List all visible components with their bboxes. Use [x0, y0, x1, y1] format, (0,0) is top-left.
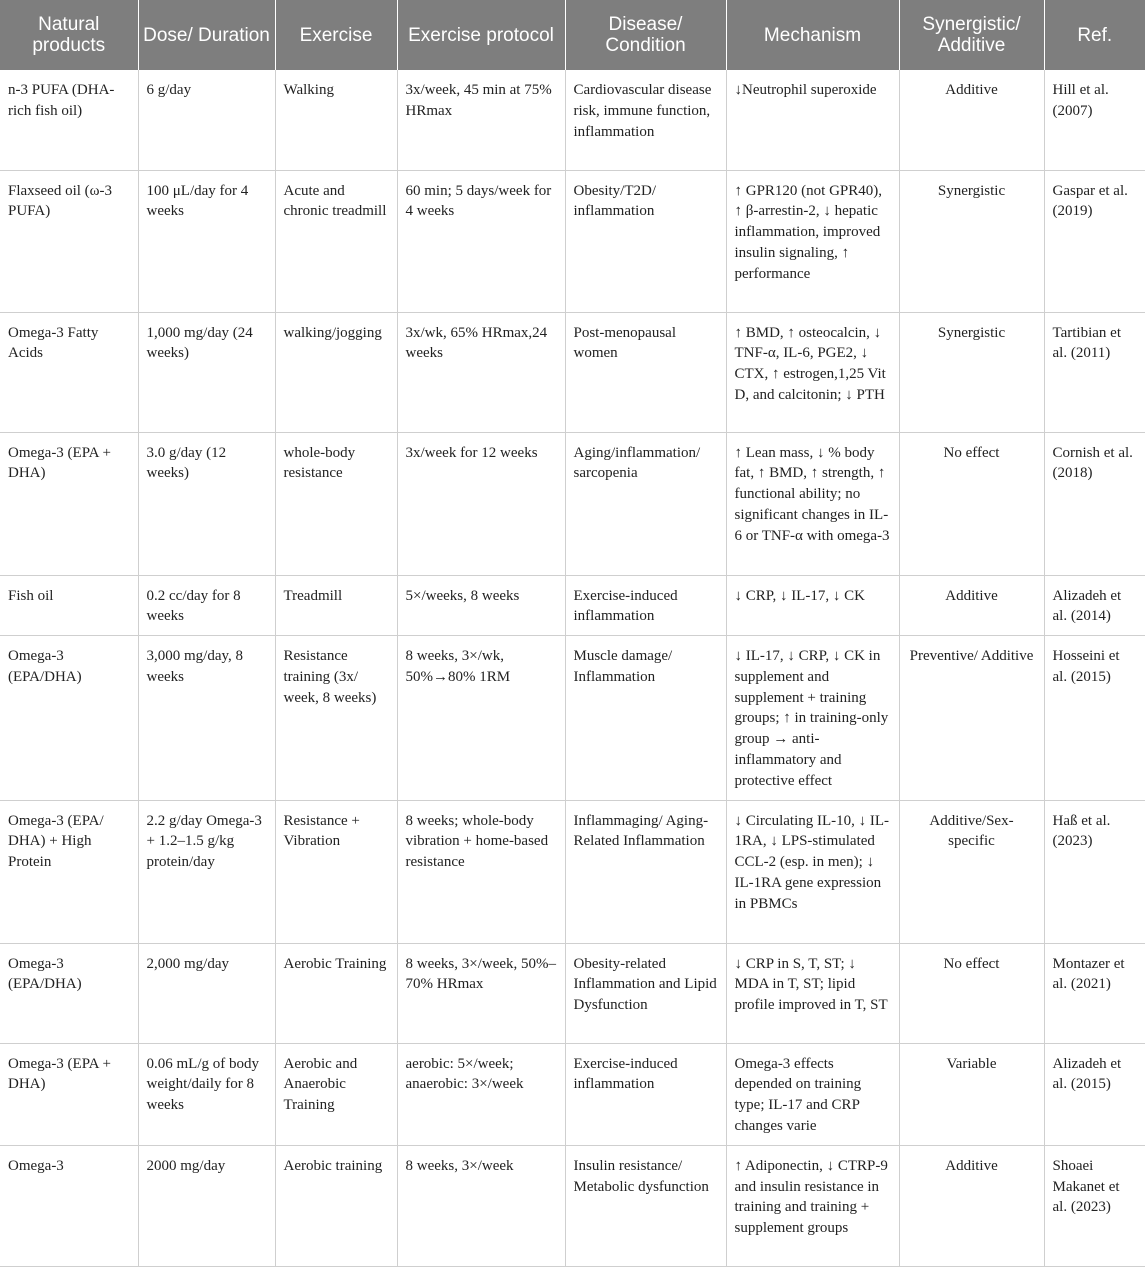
- cell-natural-product: Omega-3 Fatty Acids: [0, 312, 138, 432]
- cell-protocol: 5×/weeks, 8 weeks: [397, 575, 565, 636]
- cell-ref: Cornish et al. (2018): [1044, 432, 1145, 575]
- table-row: [0, 1145, 1145, 1266]
- header-exercise: Exercise: [275, 0, 397, 70]
- cell-dose: 2,000 mg/day: [138, 943, 275, 1043]
- cell-ref: Montazer et al. (2021): [1044, 943, 1145, 1043]
- cell-protocol: 8 weeks, 3×/week, 50%–70% HRmax: [397, 943, 565, 1043]
- cell-effect: Preventive/ Additive: [899, 636, 1044, 801]
- header-synergistic-additive: Synergistic/ Additive: [899, 0, 1044, 70]
- cell-dose: 0.2 cc/day for 8 weeks: [138, 575, 275, 636]
- cell-dose: 0.06 mL/g of body weight/daily for 8 weeks: [138, 1043, 275, 1145]
- cell-effect: Additive/Sex-specific: [899, 800, 1044, 943]
- table-row: [0, 636, 1145, 801]
- cell-natural-product: Fish oil: [0, 575, 138, 636]
- cell-effect: Variable: [899, 1043, 1044, 1145]
- cell-protocol: 8 weeks, 3×/week: [397, 1145, 565, 1266]
- cell-condition: Exercise-induced inflammation: [565, 1043, 726, 1145]
- cell-exercise: Walking: [275, 70, 397, 170]
- cell-protocol: aerobic: 5×/week; anaerobic: 3×/week: [397, 1043, 565, 1145]
- cell-condition: Insulin resistance/ Metabolic dysfunction: [565, 1145, 726, 1266]
- cell-protocol: 60 min; 5 days/week for 4 weeks: [397, 170, 565, 312]
- header-row: [0, 0, 1145, 70]
- cell-ref: Alizadeh et al. (2015): [1044, 1043, 1145, 1145]
- cell-natural-product: Omega-3 (EPA/DHA): [0, 636, 138, 801]
- header-ref: Ref.: [1044, 0, 1145, 70]
- cell-exercise: Aerobic training: [275, 1145, 397, 1266]
- cell-effect: Additive: [899, 70, 1044, 170]
- cell-dose: 1,000 mg/day (24 weeks): [138, 312, 275, 432]
- cell-condition: Obesity/T2D/ inflammation: [565, 170, 726, 312]
- cell-mechanism: ↓ Circulating IL-10, ↓ IL-1RA, ↓ LPS-stimulated CCL-2 (esp. in men); ↓ IL-1RA gene expression in PBMCs: [726, 800, 899, 943]
- cell-natural-product: n-3 PUFA (DHA-rich fish oil): [0, 70, 138, 170]
- cell-natural-product: Omega-3 (EPA/ DHA) + High Protein: [0, 800, 138, 943]
- cell-ref: Tartibian et al. (2011): [1044, 312, 1145, 432]
- cell-mechanism: ↓ IL-17, ↓ CRP, ↓ CK in supplement and supplement + training groups; ↑ in training-only group → anti-inflammatory and protective effect: [726, 636, 899, 801]
- table-body: [0, 70, 1145, 1266]
- cell-protocol: 8 weeks, 3×/wk, 50%→80% 1RM: [397, 636, 565, 801]
- cell-mechanism: ↓Neutrophil superoxide: [726, 70, 899, 170]
- cell-dose: 2000 mg/day: [138, 1145, 275, 1266]
- cell-condition: Obesity-related Inflammation and Lipid Dysfunction: [565, 943, 726, 1043]
- header-exercise-protocol: Exercise protocol: [397, 0, 565, 70]
- table-row: [0, 1043, 1145, 1145]
- cell-dose: 3,000 mg/day, 8 weeks: [138, 636, 275, 801]
- header-natural-products: Natural products: [0, 0, 138, 70]
- cell-mechanism: ↓ CRP, ↓ IL-17, ↓ CK: [726, 575, 899, 636]
- cell-ref: Hill et al. (2007): [1044, 70, 1145, 170]
- cell-ref: Gaspar et al. (2019): [1044, 170, 1145, 312]
- cell-natural-product: Omega-3: [0, 1145, 138, 1266]
- table-row: [0, 170, 1145, 312]
- cell-exercise: Resistance training (3x/ week, 8 weeks): [275, 636, 397, 801]
- cell-exercise: Acute and chronic treadmill: [275, 170, 397, 312]
- cell-condition: Cardiovascular disease risk, immune function, inflammation: [565, 70, 726, 170]
- cell-mechanism: ↓ CRP in S, T, ST; ↓ MDA in T, ST; lipid profile improved in T, ST: [726, 943, 899, 1043]
- header-mechanism: Mechanism: [726, 0, 899, 70]
- cell-protocol: 3x/wk, 65% HRmax,24 weeks: [397, 312, 565, 432]
- table-row: [0, 70, 1145, 170]
- cell-condition: Inflammaging/ Aging-Related Inflammation: [565, 800, 726, 943]
- cell-effect: Synergistic: [899, 170, 1044, 312]
- cell-dose: 2.2 g/day Omega-3 + 1.2–1.5 g/kg protein/day: [138, 800, 275, 943]
- table-row: [0, 800, 1145, 943]
- cell-effect: Additive: [899, 1145, 1044, 1266]
- header-dose-duration: Dose/ Duration: [138, 0, 275, 70]
- cell-ref: Haß et al. (2023): [1044, 800, 1145, 943]
- cell-exercise: Aerobic Training: [275, 943, 397, 1043]
- header-disease-condition: Disease/ Condition: [565, 0, 726, 70]
- table-row: [0, 432, 1145, 575]
- cell-ref: Hosseini et al. (2015): [1044, 636, 1145, 801]
- cell-condition: Post-menopausal women: [565, 312, 726, 432]
- cell-exercise: Treadmill: [275, 575, 397, 636]
- cell-exercise: whole-body resistance: [275, 432, 397, 575]
- cell-dose: 100 μL/day for 4 weeks: [138, 170, 275, 312]
- cell-mechanism: ↑ Lean mass, ↓ % body fat, ↑ BMD, ↑ strength, ↑ functional ability; no significant changes in IL-6 or TNF-α with omega-3: [726, 432, 899, 575]
- cell-ref: Shoaei Makanet et al. (2023): [1044, 1145, 1145, 1266]
- cell-condition: Muscle damage/ Inflammation: [565, 636, 726, 801]
- cell-dose: 3.0 g/day (12 weeks): [138, 432, 275, 575]
- cell-natural-product: Omega-3 (EPA + DHA): [0, 432, 138, 575]
- cell-natural-product: Omega-3 (EPA/DHA): [0, 943, 138, 1043]
- cell-exercise: Aerobic and Anaerobic Training: [275, 1043, 397, 1145]
- table-row: [0, 943, 1145, 1043]
- cell-effect: No effect: [899, 943, 1044, 1043]
- cell-protocol: 3x/week for 12 weeks: [397, 432, 565, 575]
- cell-effect: Synergistic: [899, 312, 1044, 432]
- cell-condition: Aging/inflammation/ sarcopenia: [565, 432, 726, 575]
- cell-mechanism: Omega-3 effects depended on training type; IL-17 and CRP changes varie: [726, 1043, 899, 1145]
- cell-natural-product: Omega-3 (EPA + DHA): [0, 1043, 138, 1145]
- table-row: [0, 575, 1145, 636]
- cell-exercise: Resistance + Vibration: [275, 800, 397, 943]
- cell-effect: Additive: [899, 575, 1044, 636]
- cell-effect: No effect: [899, 432, 1044, 575]
- cell-protocol: 8 weeks; whole-body vibration + home-based resistance: [397, 800, 565, 943]
- cell-mechanism: ↑ BMD, ↑ osteocalcin, ↓ TNF-α, IL-6, PGE2, ↓ CTX, ↑ estrogen,1,25 Vit D, and calcitonin; ↓ PTH: [726, 312, 899, 432]
- cell-dose: 6 g/day: [138, 70, 275, 170]
- table-row: [0, 312, 1145, 432]
- table-header: [0, 0, 1145, 70]
- cell-condition: Exercise-induced inflammation: [565, 575, 726, 636]
- cell-natural-product: Flaxseed oil (ω-3 PUFA): [0, 170, 138, 312]
- cell-mechanism: ↑ GPR120 (not GPR40), ↑ β-arrestin-2, ↓ hepatic inflammation, improved insulin signaling, ↑ performance: [726, 170, 899, 312]
- cell-mechanism: ↑ Adiponectin, ↓ CTRP-9 and insulin resistance in training and training + supplement groups: [726, 1145, 899, 1266]
- cell-ref: Alizadeh et al. (2014): [1044, 575, 1145, 636]
- cell-exercise: walking/jogging: [275, 312, 397, 432]
- cell-protocol: 3x/week, 45 min at 75% HRmax: [397, 70, 565, 170]
